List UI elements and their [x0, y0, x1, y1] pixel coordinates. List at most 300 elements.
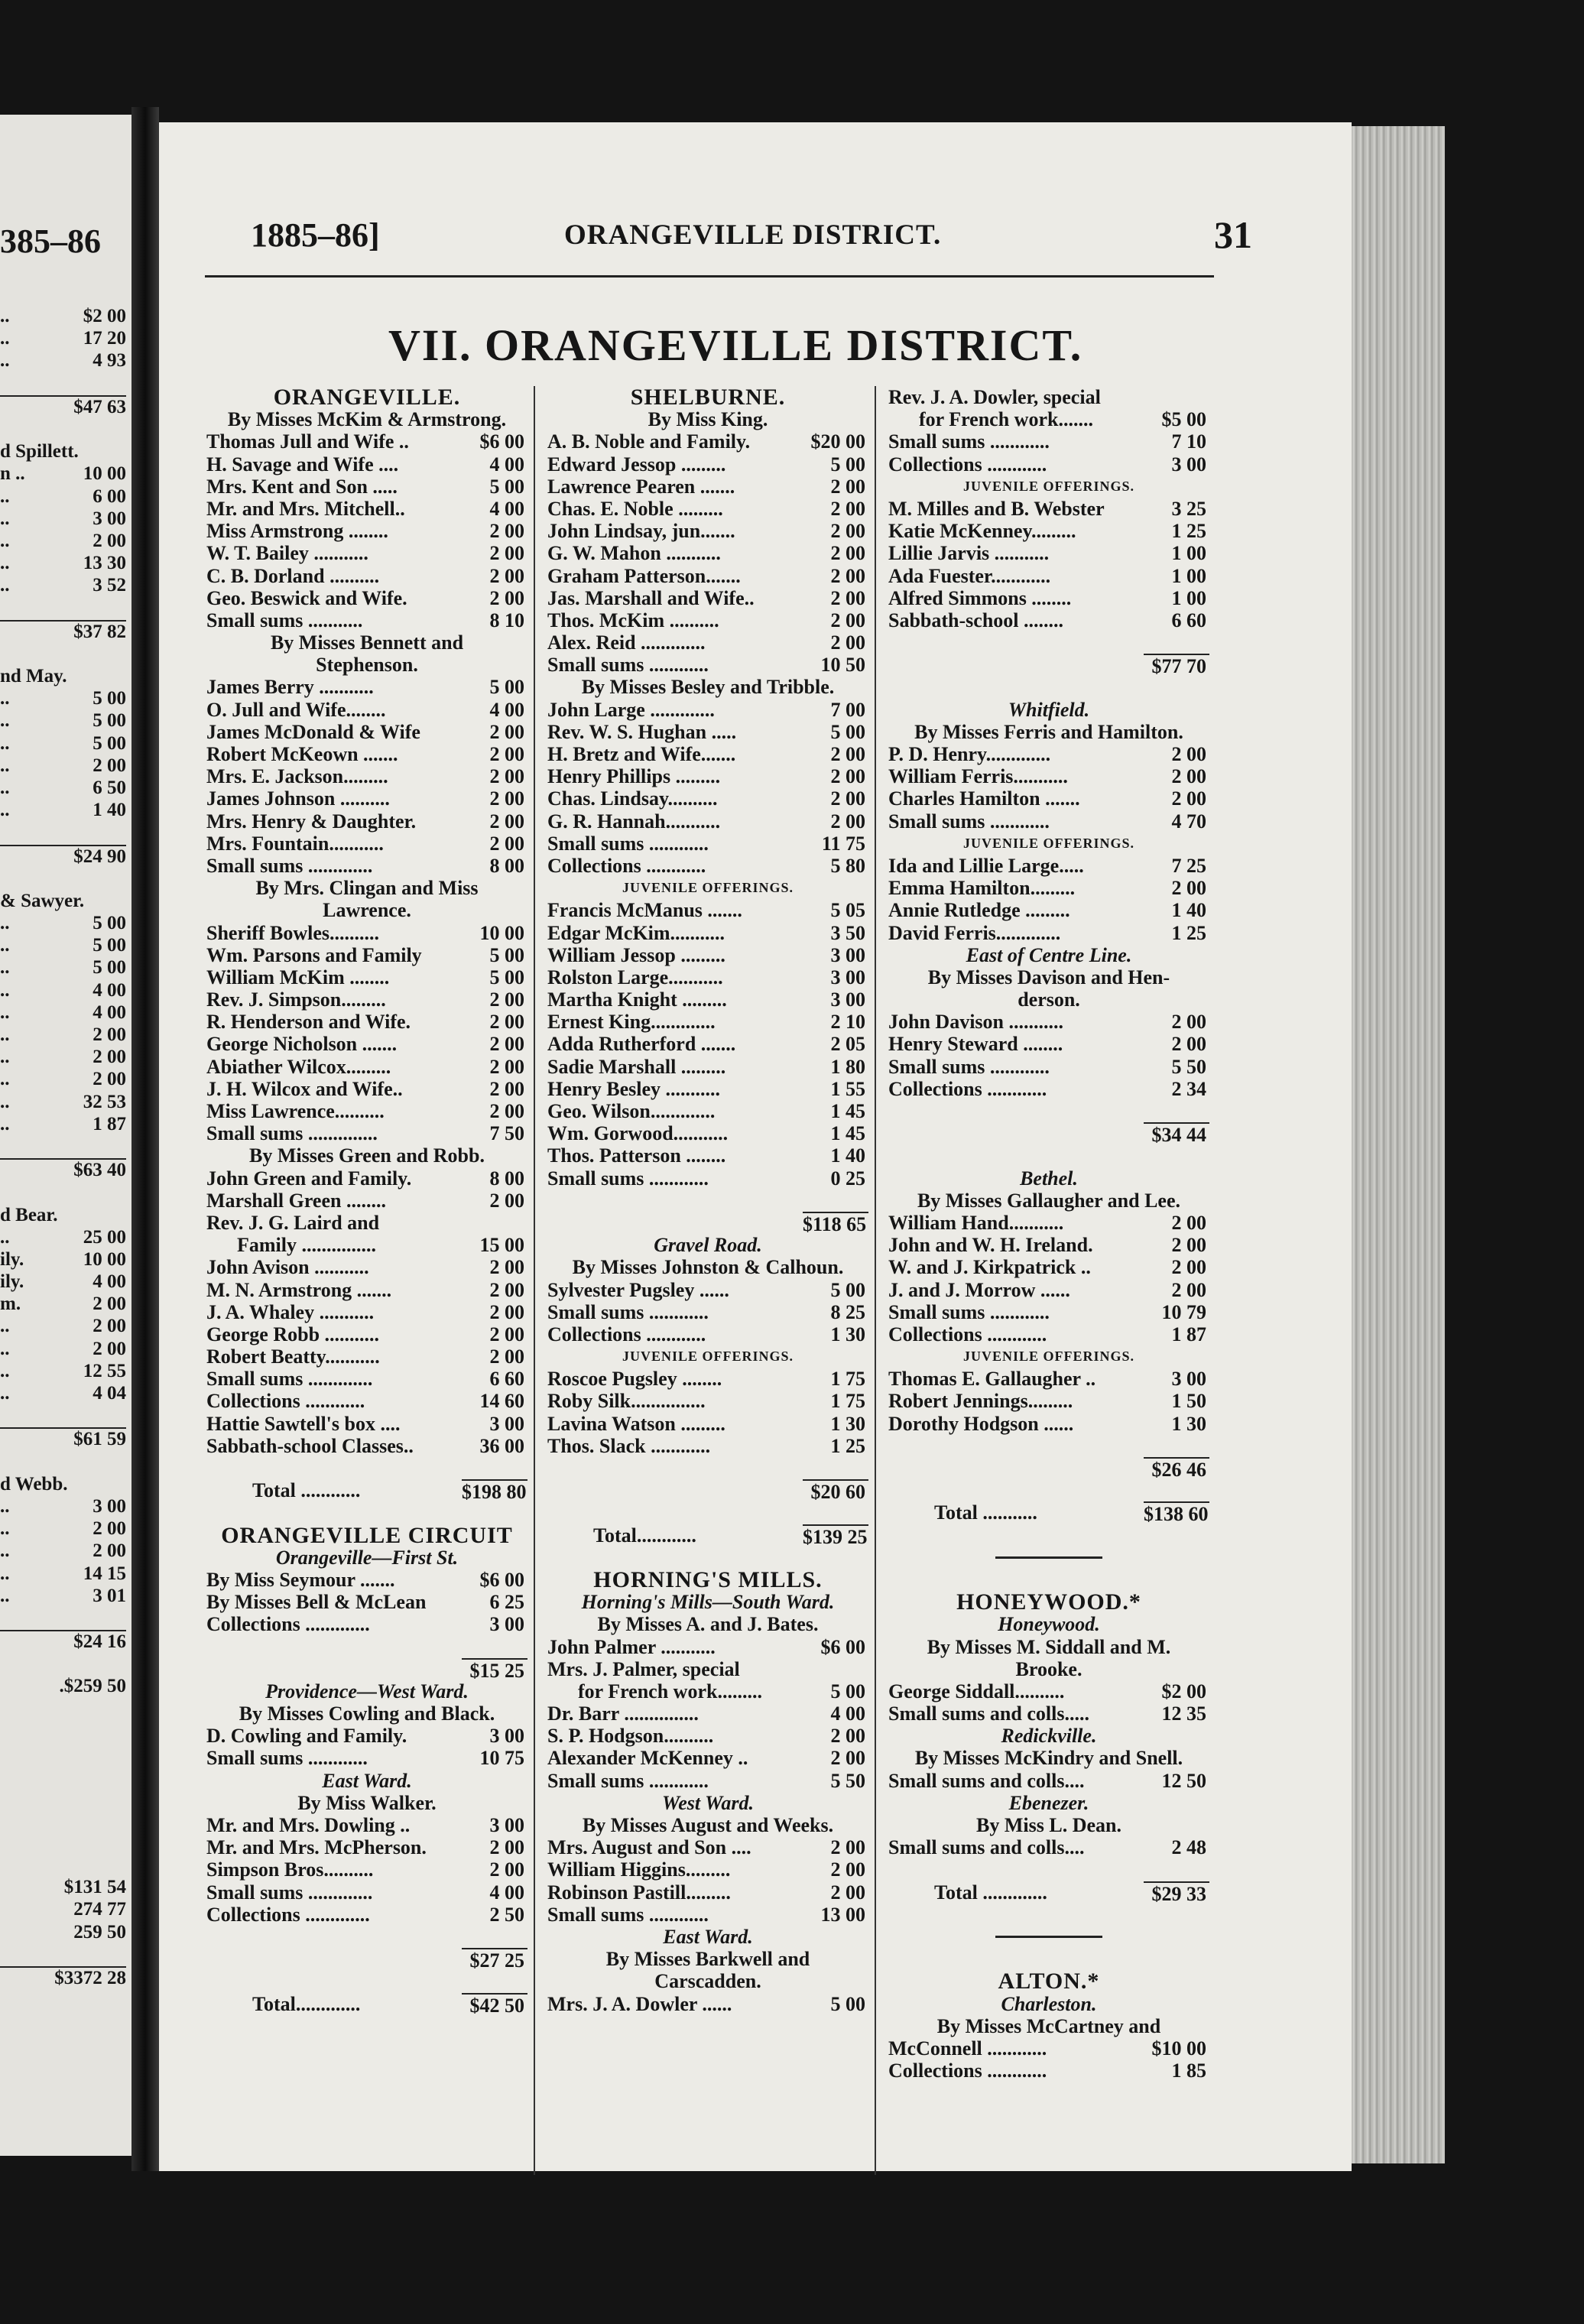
- entry-amount: 5 80: [830, 854, 865, 877]
- contribution-row: [206, 520, 527, 542]
- left-page-line: [0, 710, 126, 732]
- entry-amount: 2 50: [489, 1903, 524, 1926]
- blank-line: [888, 1144, 1209, 1167]
- entry-name: Small sums ...........: [206, 609, 363, 631]
- contribution-row: [547, 1390, 868, 1412]
- entry-amount: 1 40: [1171, 899, 1206, 922]
- header-rule: [205, 275, 1214, 278]
- entry-amount: 2 00: [1171, 1256, 1206, 1279]
- entry-name: Mrs. Fountain...........: [206, 832, 384, 855]
- left-page-line-text: ..: [0, 777, 10, 798]
- contribution-row: [206, 587, 527, 609]
- collectors-line: By Misses Gallaugher and Lee.: [917, 1189, 1181, 1212]
- contribution-row: [547, 453, 868, 476]
- entry-amount: 2 00: [830, 810, 865, 833]
- left-page-line-text: d Bear.: [0, 1204, 58, 1225]
- contribution-row: [206, 1613, 527, 1635]
- entry-name: Total............: [593, 1524, 696, 1547]
- left-page-line-amount: 3 00: [93, 1495, 126, 1517]
- left-page-line: [0, 1114, 126, 1136]
- section-heading: ALTON.*: [998, 1970, 1100, 1993]
- contribution-row: [206, 1881, 527, 1904]
- entry-amount: 14 60: [479, 1390, 524, 1413]
- contribution-row: [206, 1858, 527, 1881]
- entry-name: [547, 1212, 803, 1234]
- entry-amount: 2 00: [830, 609, 865, 631]
- left-page-line: [0, 666, 126, 688]
- entry-amount: 2 00: [489, 743, 524, 765]
- entry-amount: 7 25: [1171, 854, 1206, 877]
- contribution-row: [888, 1033, 1209, 1055]
- entry-amount: 2 00: [830, 631, 865, 654]
- entry-name: Hattie Sawtell's box ....: [206, 1412, 401, 1435]
- contribution-row: [206, 1591, 527, 1613]
- contribution-row: [547, 699, 868, 721]
- left-page-line-amount: 5 00: [93, 688, 126, 709]
- running-head: [205, 213, 1367, 269]
- entry-amount: 4 00: [489, 453, 524, 476]
- entry-amount: 2 00: [489, 1323, 524, 1345]
- entry-name: [206, 1948, 462, 1970]
- entry-name: O. Jull and Wife........: [206, 698, 386, 721]
- entry-name: Geo. Wilson.............: [547, 1100, 716, 1122]
- contribution-row: [206, 1725, 527, 1747]
- entry-name: C. B. Dorland ..........: [206, 564, 380, 587]
- left-page-line: [0, 688, 126, 710]
- blank-line: [888, 1569, 1209, 1591]
- entry-name: Lillie Jarvis ...........: [888, 542, 1050, 565]
- left-page-line-amount: $61 59: [73, 1429, 126, 1450]
- contribution-row: [206, 699, 527, 721]
- contribution-row: [206, 609, 527, 631]
- left-page-line-amount: 12 55: [83, 1360, 126, 1381]
- left-page-line-text: ily.: [0, 1248, 24, 1270]
- contribution-row: [547, 609, 868, 631]
- left-page-line: [0, 463, 126, 485]
- entry-name: M. N. Armstrong .......: [206, 1278, 392, 1301]
- entry-name: William McKim ........: [206, 966, 390, 988]
- entry-name: Small sums ............: [888, 810, 1050, 833]
- left-page-line-text: m.: [0, 1293, 21, 1315]
- contribution-row: [206, 1234, 527, 1256]
- entry-name: Martha Knight .........: [547, 988, 727, 1011]
- place-subheading: East Ward.: [322, 1769, 412, 1792]
- blank-line: [547, 1457, 868, 1479]
- entry-amount: 2 00: [1171, 1033, 1206, 1056]
- left-page-line-text: ..: [0, 1069, 10, 1090]
- entry-name: R. Henderson and Wife.: [206, 1011, 411, 1034]
- subtotal-row: [206, 1658, 527, 1680]
- contribution-row: [547, 1680, 868, 1702]
- contribution-row: [206, 476, 527, 498]
- place-subheading: East Ward.: [663, 1925, 753, 1948]
- contribution-row: [547, 631, 868, 654]
- contribution-row: [547, 899, 868, 921]
- entry-amount: 3 00: [830, 943, 865, 966]
- entry-name: Small sums ............: [206, 1747, 368, 1770]
- entry-amount: 2 00: [830, 542, 865, 565]
- entry-amount: 3 00: [489, 1725, 524, 1748]
- contribution-row: [206, 833, 527, 855]
- left-page-line: [0, 1293, 126, 1316]
- left-page-line: [0, 1002, 126, 1024]
- entry-amount: $27 25: [462, 1948, 527, 1970]
- entry-amount: $118 65: [803, 1212, 868, 1234]
- left-page-line: [0, 1810, 126, 1832]
- contribution-row: [206, 743, 527, 765]
- left-page-line: [0, 1787, 126, 1810]
- entry-name: Mrs. J. Palmer, special: [547, 1657, 740, 1680]
- running-head-title: ORANGEVILLE DISTRICT.: [564, 219, 942, 251]
- left-page-line-amount: 4 00: [93, 1271, 126, 1293]
- entry-amount: 2 00: [489, 832, 524, 855]
- entry-name: Mrs. J. A. Dowler ......: [547, 1992, 732, 2015]
- contribution-row: [206, 922, 527, 944]
- entry-name: Small sums ............: [547, 1769, 709, 1792]
- left-page-line-amount: 3 52: [93, 575, 126, 596]
- contribution-row: [547, 1413, 868, 1435]
- entry-amount: 1 30: [830, 1323, 865, 1345]
- left-page-line: [0, 1899, 126, 1921]
- left-page-line-text: ..: [0, 1316, 10, 1337]
- left-page-line: [0, 508, 126, 531]
- place-subheading: Orangeville—First St.: [275, 1546, 459, 1569]
- entry-name: Lavina Watson .........: [547, 1412, 725, 1435]
- blank-line: [547, 1501, 868, 1524]
- contribution-row: [206, 1279, 527, 1301]
- contribution-row: [547, 944, 868, 966]
- left-page-line-amount: 2 00: [93, 1540, 126, 1562]
- entry-name: Sabbath-school ........: [888, 609, 1063, 631]
- contribution-row: [547, 988, 868, 1011]
- contribution-row: [547, 1033, 868, 1055]
- left-page-line-amount: 2 00: [93, 1024, 126, 1045]
- entry-name: By Misses Bell & McLean: [206, 1591, 427, 1614]
- left-page-line-amount: 259 50: [73, 1921, 126, 1943]
- left-page-line: [0, 1586, 126, 1608]
- entry-name: for French work.......: [919, 408, 1093, 431]
- entry-amount: 2 00: [830, 1747, 865, 1770]
- entry-amount: 5 00: [830, 1992, 865, 2015]
- contribution-row: [888, 1078, 1209, 1100]
- entry-amount: 3 00: [830, 966, 865, 988]
- entry-amount: 2 00: [489, 586, 524, 609]
- entry-amount: 4 00: [489, 497, 524, 520]
- juvenile-offerings-label: JUVENILE OFFERINGS.: [962, 835, 1135, 851]
- left-page-line: [0, 328, 126, 350]
- collectors-line: By Mrs. Clingan and Miss: [255, 877, 479, 900]
- contribution-row: [547, 855, 868, 877]
- entry-name: G. W. Mahon ...........: [547, 542, 721, 565]
- blank-line: [888, 1524, 1209, 1547]
- contribution-row: [547, 1658, 868, 1680]
- entry-name: Simpson Bros..........: [206, 1858, 374, 1881]
- entry-name: G. R. Hannah...........: [547, 810, 721, 833]
- entry-amount: 8 25: [830, 1300, 865, 1323]
- collectors-line: By Misses Cowling and Black.: [239, 1702, 495, 1725]
- entry-name: McConnell ............: [888, 2037, 1047, 2059]
- place-subheading: Charleston.: [1001, 1992, 1097, 2015]
- subtotal-row: [888, 654, 1209, 676]
- left-page-line: [0, 644, 126, 666]
- entry-name: Abiather Wilcox.........: [206, 1055, 391, 1078]
- subtotal-row: [547, 1212, 868, 1234]
- collectors-line: By Misses Johnston & Calhoun.: [572, 1256, 844, 1279]
- contribution-row: [547, 1993, 868, 2015]
- entry-name: Mrs. E. Jackson.........: [206, 765, 388, 788]
- contribution-row: [888, 587, 1209, 609]
- contribution-row: [888, 386, 1209, 408]
- entry-name: George Siddall..........: [888, 1680, 1065, 1702]
- entry-name: J. A. Whaley ...........: [206, 1300, 375, 1323]
- entry-name: Small sums ............: [547, 1903, 709, 1926]
- entry-amount: 1 87: [1171, 1323, 1206, 1345]
- entry-amount: $6 00: [820, 1635, 865, 1658]
- contribution-row: [206, 855, 527, 877]
- left-page-line-text: ..: [0, 1091, 10, 1112]
- contribution-row: [888, 922, 1209, 944]
- left-page-line: [0, 1654, 126, 1676]
- entry-amount: 2 00: [830, 787, 865, 810]
- entry-amount: 2 00: [830, 1881, 865, 1904]
- entry-name: George Robb ...........: [206, 1323, 380, 1345]
- entry-amount: 2 00: [830, 1725, 865, 1748]
- left-page-line-text: ..: [0, 1113, 10, 1134]
- entry-name: H. Bretz and Wife.......: [547, 743, 736, 765]
- entry-name: Collections ............: [547, 1323, 706, 1345]
- left-page-line-text: d Webb.: [0, 1473, 68, 1495]
- left-page-line-text: ..: [0, 800, 10, 821]
- contribution-row: [547, 810, 868, 833]
- entry-name: William Higgins.........: [547, 1858, 731, 1881]
- entry-name: Small sums ............: [547, 654, 709, 677]
- left-page-line-amount: $131 54: [63, 1877, 126, 1898]
- entry-amount: 2 00: [1171, 765, 1206, 788]
- contribution-row: [888, 430, 1209, 453]
- right-page: [159, 122, 1352, 2171]
- left-page-line-amount: 5 00: [93, 710, 126, 732]
- entry-amount: 2 00: [830, 497, 865, 520]
- entry-name: John Green and Family.: [206, 1167, 412, 1190]
- left-page-line-amount: 2 00: [93, 1047, 126, 1068]
- total-row: [888, 1501, 1209, 1524]
- entry-name: James Johnson ..........: [206, 787, 390, 810]
- entry-name: Alexander McKenney ..: [547, 1747, 748, 1770]
- contribution-row: [888, 765, 1209, 787]
- contribution-row: [206, 1167, 527, 1190]
- entry-name: Small sums ............: [888, 1300, 1050, 1323]
- collectors-line: By Misses Ferris and Hamilton.: [914, 720, 1183, 743]
- blank-line: [206, 1636, 527, 1658]
- contribution-row: [206, 810, 527, 833]
- place-subheading: Providence—West Ward.: [265, 1680, 469, 1702]
- left-page-line: [0, 486, 126, 508]
- entry-amount: 2 05: [830, 1033, 865, 1056]
- entry-amount: [462, 1212, 527, 1234]
- entry-name: Collections ............: [888, 1323, 1047, 1345]
- left-page-line: [0, 1182, 126, 1204]
- contribution-row: [888, 1234, 1209, 1256]
- entry-amount: 6 60: [489, 1368, 524, 1391]
- contribution-row: [206, 1345, 527, 1368]
- entry-name: Robert Beatty...........: [206, 1345, 380, 1368]
- entry-amount: 2 00: [830, 520, 865, 543]
- contribution-row: [547, 1702, 868, 1725]
- left-page-line: [0, 1383, 126, 1405]
- left-page-line-text: ..: [0, 1383, 10, 1404]
- entry-name: Marshall Green ........: [206, 1189, 386, 1212]
- entry-name: Adda Rutherford .......: [547, 1033, 736, 1056]
- entry-amount: $10 00: [1151, 2037, 1206, 2059]
- contribution-row: [206, 1435, 527, 1457]
- left-page-line-text: ..: [0, 306, 10, 326]
- left-page-line-text: nd May.: [0, 666, 67, 686]
- entry-amount: 1 00: [1171, 542, 1206, 565]
- contribution-row: [206, 988, 527, 1011]
- left-page-line-amount: 4 00: [93, 1001, 126, 1023]
- contribution-row: [888, 1256, 1209, 1278]
- entry-name: Edward Jessop .........: [547, 453, 726, 476]
- left-page-line-text: ..: [0, 1495, 10, 1517]
- contribution-row: [888, 810, 1209, 833]
- left-page-line: [0, 1630, 126, 1654]
- left-page-line-amount: $2 00: [83, 306, 126, 326]
- left-page-line: [0, 1676, 126, 1698]
- entry-amount: $29 33: [1144, 1881, 1209, 1904]
- entry-amount: $20 60: [803, 1479, 868, 1501]
- collectors-line: By Misses Barkwell and: [605, 1948, 810, 1971]
- left-page-line: [0, 597, 126, 619]
- entry-name: By Miss Seymour .......: [206, 1568, 395, 1591]
- contribution-row: [206, 498, 527, 520]
- left-page-line: [0, 1743, 126, 1765]
- contribution-row: [888, 1680, 1209, 1702]
- contribution-row: [206, 1011, 527, 1033]
- contribution-row: [547, 1904, 868, 1926]
- collectors-line: By Miss Walker.: [297, 1791, 437, 1814]
- entry-amount: 2 00: [489, 1300, 524, 1323]
- entry-name: P. D. Henry.............: [888, 743, 1051, 765]
- entry-amount: 7 00: [830, 698, 865, 721]
- column-1: [206, 386, 527, 2015]
- entry-amount: 2 00: [489, 1256, 524, 1279]
- entry-name: A. B. Noble and Family.: [547, 430, 751, 453]
- entry-amount: $138 60: [1144, 1503, 1209, 1524]
- subtotal-row: [206, 1948, 527, 1970]
- left-page-line: [0, 822, 126, 844]
- left-page-line: [0, 1721, 126, 1743]
- section-heading: SHELBURNE.: [630, 386, 786, 409]
- place-subheading: Horning's Mills—South Ward.: [581, 1591, 835, 1614]
- entry-name: Total .............: [934, 1881, 1047, 1904]
- contribution-row: [888, 542, 1209, 564]
- entry-amount: 2 00: [489, 1345, 524, 1368]
- entry-name: Geo. Beswick and Wife.: [206, 586, 407, 609]
- left-page-line: [0, 1518, 126, 1540]
- place-subheading: Ebenezer.: [1008, 1791, 1089, 1814]
- entry-name: Chas. E. Noble .........: [547, 497, 723, 520]
- entry-name: Mrs. Henry & Daughter.: [206, 810, 417, 833]
- left-page-line: [0, 733, 126, 755]
- entry-name: Annie Rutledge .........: [888, 899, 1070, 922]
- contribution-row: [888, 1301, 1209, 1323]
- entry-name: Ida and Lillie Large.....: [888, 854, 1084, 877]
- collectors-line: By Misses A. and J. Bates.: [597, 1613, 819, 1636]
- place-subheading: Bethel.: [1020, 1167, 1078, 1190]
- blank-line: [206, 1926, 527, 1948]
- entry-name: John Avison ...........: [206, 1256, 369, 1279]
- entry-name: Mr. and Mrs. Mitchell..: [206, 497, 405, 520]
- entry-amount: 2 00: [489, 542, 524, 565]
- left-page-line: [0, 1136, 126, 1158]
- contribution-row: [547, 1725, 868, 1747]
- place-subheading: Honeywood.: [998, 1613, 1100, 1636]
- section-heading: ORANGEVILLE.: [273, 386, 461, 409]
- entry-name: John Large .............: [547, 698, 715, 721]
- entry-amount: 3 25: [1171, 497, 1206, 520]
- left-page-line-amount: 4 00: [93, 979, 126, 1001]
- juvenile-offerings-label: JUVENILE OFFERINGS.: [962, 1349, 1135, 1365]
- subtotal-row: [888, 1457, 1209, 1479]
- left-page-line: [0, 1855, 126, 1877]
- contribution-row: [206, 1747, 527, 1769]
- entry-amount: 2 10: [830, 1011, 865, 1034]
- contribution-row: [547, 1144, 868, 1167]
- collectors-line: By Misses McCartney and: [936, 2014, 1161, 2037]
- blank-line: [888, 1100, 1209, 1122]
- entry-name: Chas. Lindsay..........: [547, 787, 718, 810]
- contribution-row: [547, 1100, 868, 1122]
- contribution-row: [547, 542, 868, 564]
- entry-amount: 5 00: [489, 966, 524, 988]
- entry-name: Rev. W. S. Hughan .....: [547, 720, 737, 743]
- entry-amount: 10 50: [820, 654, 865, 677]
- left-page-line-text: ..: [0, 350, 10, 372]
- contribution-row: [206, 966, 527, 988]
- left-page-line-amount: 2 00: [93, 1069, 126, 1090]
- left-page-line: [0, 1205, 126, 1227]
- entry-name: Roby Silk...............: [547, 1390, 706, 1413]
- contribution-row: [206, 721, 527, 743]
- contribution-row: [206, 944, 527, 966]
- column-divider: [875, 386, 876, 2175]
- contribution-row: [888, 1770, 1209, 1792]
- contribution-row: [547, 1435, 868, 1457]
- entry-amount: 2 00: [1171, 1278, 1206, 1301]
- left-page-line-amount: 274 77: [73, 1899, 126, 1920]
- section-heading: HONEYWOOD.*: [956, 1591, 1141, 1614]
- left-page-line: [0, 1339, 126, 1361]
- entry-amount: 8 10: [489, 609, 524, 631]
- contribution-row: [888, 877, 1209, 899]
- entry-name: J. and J. Morrow ......: [888, 1278, 1070, 1301]
- entry-amount: 2 00: [1171, 787, 1206, 810]
- entry-amount: 4 00: [830, 1702, 865, 1725]
- entry-name: Small sums ............: [547, 1300, 709, 1323]
- left-page-line: [0, 1496, 126, 1518]
- entry-amount: 2 00: [489, 988, 524, 1011]
- entry-name: [206, 1658, 462, 1680]
- contribution-row: [206, 1301, 527, 1323]
- collectors-line: Stephenson.: [316, 654, 418, 677]
- entry-name: John Lindsay, jun.......: [547, 520, 735, 543]
- entry-amount: 3 00: [489, 1814, 524, 1836]
- entry-amount: $26 46: [1144, 1457, 1209, 1479]
- place-subheading: East of Centre Line.: [966, 943, 1132, 966]
- left-page-line-amount: 6 00: [93, 485, 126, 507]
- contribution-row: [547, 1056, 868, 1078]
- left-page-line: [0, 800, 126, 822]
